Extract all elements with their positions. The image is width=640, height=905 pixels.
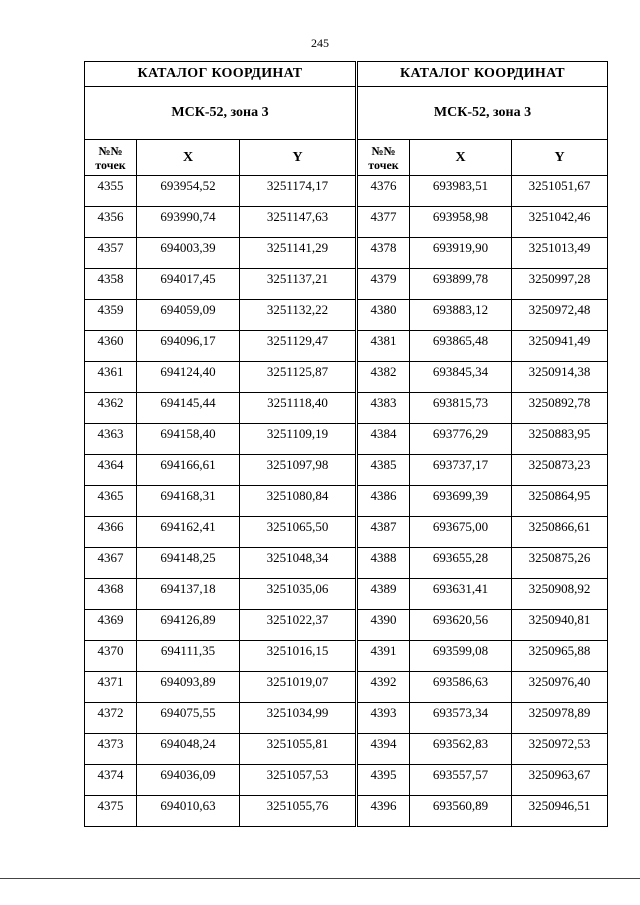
point-number-cell: 4395 xyxy=(358,765,410,796)
x-coordinate-cell: 694124,40 xyxy=(137,362,240,393)
y-coordinate-cell: 3251022,37 xyxy=(240,610,356,641)
table-row xyxy=(358,548,608,579)
point-number-cell: 4369 xyxy=(85,610,137,641)
x-coordinate-cell: 694148,25 xyxy=(137,548,240,579)
x-coordinate-cell: 693599,08 xyxy=(410,641,512,672)
point-number-cell: 4360 xyxy=(85,331,137,362)
point-number-header xyxy=(358,140,410,176)
y-coordinate-cell: 3251125,87 xyxy=(240,362,356,393)
x-coordinate-cell: 693560,89 xyxy=(410,796,512,827)
point-number-cell: 4389 xyxy=(358,579,410,610)
point-number-cell: 4361 xyxy=(85,362,137,393)
y-coordinate-cell: 3251013,49 xyxy=(512,238,608,269)
x-coordinate-cell: 693620,56 xyxy=(410,610,512,641)
point-number-cell: 4358 xyxy=(85,269,137,300)
table-row xyxy=(85,517,356,548)
x-coordinate-cell: 694075,55 xyxy=(137,703,240,734)
page-number: 245 xyxy=(311,36,329,50)
y-coordinate-cell: 3251034,99 xyxy=(240,703,356,734)
table-row xyxy=(358,424,608,455)
table-row xyxy=(358,703,608,734)
y-coordinate-cell: 3251109,19 xyxy=(240,424,356,455)
x-coordinate-cell: 694168,31 xyxy=(137,486,240,517)
point-number-cell: 4378 xyxy=(358,238,410,269)
point-number-cell: 4394 xyxy=(358,734,410,765)
point-number-cell: 4381 xyxy=(358,331,410,362)
table-row xyxy=(358,486,608,517)
y-header: Y xyxy=(512,140,608,176)
x-coordinate-cell: 694162,41 xyxy=(137,517,240,548)
x-coordinate-cell: 694096,17 xyxy=(137,331,240,362)
point-number-cell: 4364 xyxy=(85,455,137,486)
catalog-title: КАТАЛОГ КООРДИНАТ xyxy=(358,62,608,87)
y-coordinate-cell: 3251147,63 xyxy=(240,207,356,238)
x-coordinate-cell: 694126,89 xyxy=(137,610,240,641)
x-header: X xyxy=(137,140,240,176)
y-coordinate-cell: 3251035,06 xyxy=(240,579,356,610)
x-coordinate-cell: 693737,17 xyxy=(410,455,512,486)
y-coordinate-cell: 3250963,67 xyxy=(512,765,608,796)
table-row xyxy=(85,424,356,455)
table-row xyxy=(358,331,608,362)
y-coordinate-cell: 3251137,21 xyxy=(240,269,356,300)
point-number-cell: 4391 xyxy=(358,641,410,672)
point-number-cell: 4387 xyxy=(358,517,410,548)
point-number-cell: 4362 xyxy=(85,393,137,424)
table-row xyxy=(85,207,356,238)
x-coordinate-cell: 693675,00 xyxy=(410,517,512,548)
x-coordinate-cell: 693919,90 xyxy=(410,238,512,269)
y-coordinate-cell: 3250914,38 xyxy=(512,362,608,393)
table-row xyxy=(358,238,608,269)
y-coordinate-cell: 3250976,40 xyxy=(512,672,608,703)
point-number-cell: 4379 xyxy=(358,269,410,300)
x-coordinate-cell: 693883,12 xyxy=(410,300,512,331)
y-coordinate-cell: 3251118,40 xyxy=(240,393,356,424)
point-number-header-line2: точек xyxy=(368,157,399,172)
table-row xyxy=(85,548,356,579)
point-number-cell: 4386 xyxy=(358,486,410,517)
y-coordinate-cell: 3251055,81 xyxy=(240,734,356,765)
x-coordinate-cell: 693699,39 xyxy=(410,486,512,517)
table-row xyxy=(358,796,608,827)
catalog-rows xyxy=(85,176,356,827)
x-coordinate-cell: 693983,51 xyxy=(410,176,512,207)
x-coordinate-cell: 693958,98 xyxy=(410,207,512,238)
point-number-cell: 4380 xyxy=(358,300,410,331)
x-header: X xyxy=(410,140,512,176)
y-coordinate-cell: 3250978,89 xyxy=(512,703,608,734)
table-row xyxy=(85,672,356,703)
y-coordinate-cell: 3251141,29 xyxy=(240,238,356,269)
x-coordinate-cell: 694158,40 xyxy=(137,424,240,455)
x-coordinate-cell: 693631,41 xyxy=(410,579,512,610)
coordinate-catalog-left xyxy=(84,61,356,827)
y-coordinate-cell: 3251048,34 xyxy=(240,548,356,579)
catalog-title: КАТАЛОГ КООРДИНАТ xyxy=(85,62,356,87)
y-coordinate-cell: 3251132,22 xyxy=(240,300,356,331)
table-row xyxy=(358,672,608,703)
table-row xyxy=(358,517,608,548)
y-coordinate-cell: 3250908,92 xyxy=(512,579,608,610)
x-coordinate-cell: 694166,61 xyxy=(137,455,240,486)
table-row xyxy=(85,362,356,393)
table-row xyxy=(85,238,356,269)
y-coordinate-cell: 3250941,49 xyxy=(512,331,608,362)
footer-divider xyxy=(0,878,640,879)
table-row xyxy=(358,734,608,765)
point-number-cell: 4367 xyxy=(85,548,137,579)
point-number-cell: 4374 xyxy=(85,765,137,796)
point-number-cell: 4370 xyxy=(85,641,137,672)
x-coordinate-cell: 693655,28 xyxy=(410,548,512,579)
point-number-cell: 4368 xyxy=(85,579,137,610)
point-number-cell: 4393 xyxy=(358,703,410,734)
table-row xyxy=(358,393,608,424)
point-number-cell: 4390 xyxy=(358,610,410,641)
y-coordinate-cell: 3251057,53 xyxy=(240,765,356,796)
point-number-cell: 4355 xyxy=(85,176,137,207)
point-number-cell: 4365 xyxy=(85,486,137,517)
point-number-cell: 4382 xyxy=(358,362,410,393)
y-coordinate-cell: 3251055,76 xyxy=(240,796,356,827)
x-coordinate-cell: 693899,78 xyxy=(410,269,512,300)
y-coordinate-cell: 3250972,53 xyxy=(512,734,608,765)
point-number-cell: 4388 xyxy=(358,548,410,579)
table-row xyxy=(85,486,356,517)
catalog-subtitle: МСК-52, зона 3 xyxy=(358,87,608,140)
y-coordinate-cell: 3251051,67 xyxy=(512,176,608,207)
point-number-cell: 4371 xyxy=(85,672,137,703)
point-number-cell: 4384 xyxy=(358,424,410,455)
table-row xyxy=(85,176,356,207)
x-coordinate-cell: 693815,73 xyxy=(410,393,512,424)
point-number-cell: 4377 xyxy=(358,207,410,238)
table-row xyxy=(85,300,356,331)
y-coordinate-cell: 3250883,95 xyxy=(512,424,608,455)
x-coordinate-cell: 694059,09 xyxy=(137,300,240,331)
point-number-cell: 4375 xyxy=(85,796,137,827)
y-coordinate-cell: 3250873,23 xyxy=(512,455,608,486)
table-row xyxy=(85,734,356,765)
table-row xyxy=(358,207,608,238)
point-number-header-line1: №№ xyxy=(98,143,123,158)
point-number-cell: 4373 xyxy=(85,734,137,765)
y-coordinate-cell: 3250997,28 xyxy=(512,269,608,300)
y-coordinate-cell: 3250965,88 xyxy=(512,641,608,672)
table-row xyxy=(358,176,608,207)
x-coordinate-cell: 693776,29 xyxy=(410,424,512,455)
y-coordinate-cell: 3251080,84 xyxy=(240,486,356,517)
y-coordinate-cell: 3250940,81 xyxy=(512,610,608,641)
table-row xyxy=(358,362,608,393)
y-header: Y xyxy=(240,140,356,176)
x-coordinate-cell: 694010,63 xyxy=(137,796,240,827)
x-coordinate-cell: 693845,34 xyxy=(410,362,512,393)
y-coordinate-cell: 3250972,48 xyxy=(512,300,608,331)
y-coordinate-cell: 3251019,07 xyxy=(240,672,356,703)
point-number-header xyxy=(85,140,137,176)
x-coordinate-cell: 694017,45 xyxy=(137,269,240,300)
point-number-cell: 4359 xyxy=(85,300,137,331)
y-coordinate-cell: 3251174,17 xyxy=(240,176,356,207)
table-row xyxy=(358,300,608,331)
point-number-cell: 4356 xyxy=(85,207,137,238)
x-coordinate-cell: 694003,39 xyxy=(137,238,240,269)
point-number-cell: 4385 xyxy=(358,455,410,486)
y-coordinate-cell: 3251097,98 xyxy=(240,455,356,486)
point-number-cell: 4363 xyxy=(85,424,137,455)
point-number-header-line1: №№ xyxy=(371,143,396,158)
y-coordinate-cell: 3250866,61 xyxy=(512,517,608,548)
x-coordinate-cell: 693865,48 xyxy=(410,331,512,362)
table-row xyxy=(85,641,356,672)
table-row xyxy=(358,269,608,300)
x-coordinate-cell: 694048,24 xyxy=(137,734,240,765)
point-number-cell: 4376 xyxy=(358,176,410,207)
y-coordinate-cell: 3251016,15 xyxy=(240,641,356,672)
table-row xyxy=(85,269,356,300)
y-coordinate-cell: 3251129,47 xyxy=(240,331,356,362)
table-row xyxy=(85,455,356,486)
x-coordinate-cell: 693586,63 xyxy=(410,672,512,703)
table-row xyxy=(358,610,608,641)
point-number-cell: 4392 xyxy=(358,672,410,703)
x-coordinate-cell: 694111,35 xyxy=(137,641,240,672)
coordinate-catalog-right xyxy=(357,61,608,827)
table-row xyxy=(358,641,608,672)
x-coordinate-cell: 694137,18 xyxy=(137,579,240,610)
y-coordinate-cell: 3251065,50 xyxy=(240,517,356,548)
x-coordinate-cell: 694145,44 xyxy=(137,393,240,424)
table-row xyxy=(358,765,608,796)
table-row xyxy=(85,331,356,362)
point-number-header-line2: точек xyxy=(95,157,126,172)
x-coordinate-cell: 694036,09 xyxy=(137,765,240,796)
catalog-subtitle: МСК-52, зона 3 xyxy=(85,87,356,140)
y-coordinate-cell: 3250864,95 xyxy=(512,486,608,517)
x-coordinate-cell: 693573,34 xyxy=(410,703,512,734)
table-row xyxy=(85,703,356,734)
point-number-cell: 4372 xyxy=(85,703,137,734)
y-coordinate-cell: 3250946,51 xyxy=(512,796,608,827)
y-coordinate-cell: 3250892,78 xyxy=(512,393,608,424)
x-coordinate-cell: 693562,83 xyxy=(410,734,512,765)
point-number-cell: 4357 xyxy=(85,238,137,269)
point-number-cell: 4383 xyxy=(358,393,410,424)
x-coordinate-cell: 693954,52 xyxy=(137,176,240,207)
x-coordinate-cell: 693990,74 xyxy=(137,207,240,238)
table-row xyxy=(85,579,356,610)
table-row xyxy=(85,765,356,796)
point-number-cell: 4366 xyxy=(85,517,137,548)
table-row xyxy=(358,455,608,486)
y-coordinate-cell: 3251042,46 xyxy=(512,207,608,238)
x-coordinate-cell: 693557,57 xyxy=(410,765,512,796)
y-coordinate-cell: 3250875,26 xyxy=(512,548,608,579)
table-row xyxy=(85,393,356,424)
x-coordinate-cell: 694093,89 xyxy=(137,672,240,703)
catalog-rows xyxy=(358,176,608,827)
point-number-cell: 4396 xyxy=(358,796,410,827)
table-row xyxy=(358,579,608,610)
table-row xyxy=(85,796,356,827)
table-row xyxy=(85,610,356,641)
